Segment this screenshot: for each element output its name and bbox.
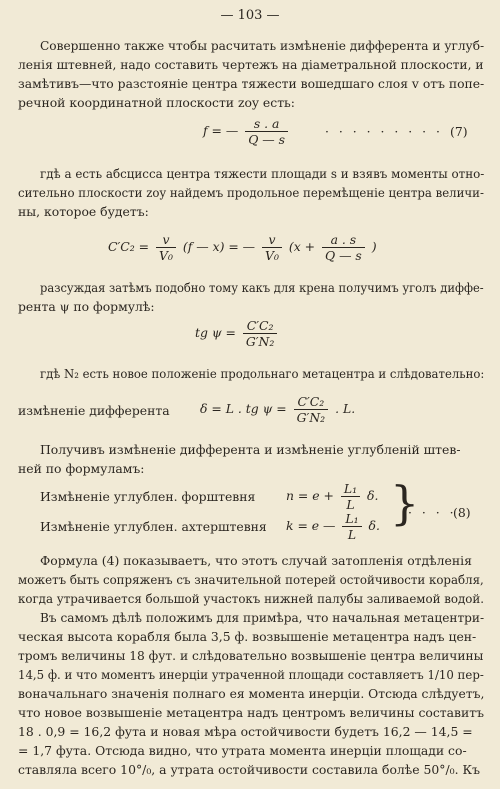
para7-line-5: воначальнаго значенія полнаго ея момента инерціи. Отсюда слѣдуетъ, [18, 686, 485, 701]
para3-line-2: рента ψ по формулѣ: [18, 299, 155, 314]
eq8-row2-num: L₁ [342, 511, 361, 527]
eq-cc-bracket-close: ) [371, 239, 377, 254]
eq7-denominator: Q — s [248, 132, 285, 147]
para7-line-1: Въ самомъ дѣлѣ положимъ для примѣра, что начальная метацентри- [40, 610, 485, 625]
eq8-row2-rhs: δ. [368, 518, 380, 533]
para2-line-2: сительно плоскости zoy найдемъ продольное перемѣщеніе центра величи- [18, 185, 484, 200]
eq8-row1-den: L [346, 497, 355, 512]
para3-line-1: разсуждая затѣмъ подобно тому какъ для крена получимъ уголъ диффе- [40, 280, 484, 295]
eq8-row2 [286, 511, 380, 542]
eq8-row2-lhs: k = e — [286, 518, 336, 533]
eq8-number: (8) [453, 505, 471, 520]
eq-cc-f3-den: Q — s [325, 248, 362, 263]
equation-cc [108, 232, 377, 263]
para1-line-1: Совершенно также чтобы расчитать измѣненіе дифферента и углуб- [40, 38, 485, 53]
eq8-brace: } [390, 476, 420, 530]
eq-delta-rhs: . L. [335, 401, 356, 416]
para7-line-4: 14,5 ф. и что моментъ инерціи утраченной площади составляетъ 1/10 пер- [18, 667, 484, 682]
eq7-numerator: s . a [245, 116, 288, 132]
eq-cc-f3-num: a . s [322, 232, 365, 248]
eq7-leader-dots: · · · · · · · · · [325, 124, 443, 139]
eq7-lhs: f = — [203, 123, 239, 138]
eq-delta-den: G′N₂ [296, 410, 326, 425]
eq8-row2-fraction [342, 511, 361, 542]
para2-line-1: гдѣ a есть абсцисса центра тяжести площади s и взявъ моменты отно- [40, 166, 485, 181]
para1-line-4: речной координатной плоскости zoy есть: [18, 95, 295, 110]
eq-tg-lhs: tg ψ = [195, 325, 236, 340]
eq-tg-fraction [243, 318, 278, 349]
para6-line-3: когда утрачивается большой участокъ нижней палубы заливаемой водой. [18, 591, 485, 606]
equation-tg [195, 318, 280, 349]
equation-delta [200, 394, 355, 425]
eq-tg-den: G′N₂ [245, 334, 275, 349]
eq8-row1-rhs: δ. [367, 488, 379, 503]
para5-line-2: ней по формуламъ: [18, 461, 145, 476]
eq-cc-f2-den: V₀ [265, 248, 279, 263]
para7-line-9: ставляла всего 10°/₀, а утрата остойчивости составила болѣе 50°/₀. Къ [18, 762, 480, 777]
eq-cc-bracket-open: (x + [288, 239, 316, 254]
eq-tg-num: C′C₂ [243, 318, 278, 334]
para6-line-1: Формула (4) показываетъ, что этотъ случай затопленія отдѣленія [40, 553, 472, 568]
eq8-row1-lhs: n = e + [286, 488, 334, 503]
para7-line-8: = 1,7 фута. Отсюда видно, что утрата момента инерціи площади со- [18, 743, 467, 758]
eq-cc-fraction-3 [322, 232, 365, 263]
para6-line-2: можетъ быть сопряженъ съ значительной потерей остойчивости корабля, [18, 572, 484, 587]
eq8-row1-fraction [341, 481, 360, 512]
eq-cc-fraction-2 [262, 232, 282, 263]
eq7-fraction [245, 116, 288, 147]
eq-delta-label: измѣненіе дифферента [18, 403, 170, 418]
page-number: — 103 — [220, 8, 280, 23]
para7-line-7: 18 . 0,9 = 16,2 фута и новая мѣра остойчивости будетъ 16,2 — 14,5 = [18, 724, 473, 739]
eq-cc-f1-den: V₀ [159, 248, 173, 263]
eq-delta-lhs: δ = L . tg ψ = [200, 401, 287, 416]
eq-cc-f1-num: v [156, 232, 176, 248]
para2-line-3: ны, которое будетъ: [18, 204, 149, 219]
eq8-row1 [286, 481, 378, 512]
para7-line-3: тромъ величины 18 фут. и слѣдовательно возвышеніе центра величины [18, 648, 484, 663]
eq-cc-mid: (f — x) = — [182, 239, 256, 254]
para1-line-3: замѣтивъ—что разстояніе центра тяжести вошедшаго слоя v отъ попе- [18, 76, 485, 91]
eq8-row1-label: Измѣненіе углублен. форштевня [40, 489, 256, 504]
eq-delta-fraction [294, 394, 329, 425]
para7-line-6: что новое возвышеніе метацентра надъ центромъ величины составитъ [18, 705, 484, 720]
eq8-leader-dots: · · · · [408, 505, 457, 520]
eq8-row2-den: L [347, 527, 357, 542]
para4-line: гдѣ N₂ есть новое положеніе продольнаго метацентра и слѣдовательно: [40, 366, 485, 381]
eq-cc-lhs: C′C₂ = [108, 239, 150, 254]
eq8-row1-num: L₁ [341, 481, 360, 497]
eq8-row2-label: Измѣненіе углублен. ахтерштевня [40, 519, 267, 534]
para7-line-2: ческая высота корабля была 3,5 ф. возвышеніе метацентра надъ цен- [18, 629, 477, 644]
para1-line-2: ленія штевней, надо составить чертежъ на діаметральной плоскости, и [18, 57, 484, 72]
eq-cc-fraction-1 [156, 232, 176, 263]
eq-cc-f2-num: v [262, 232, 282, 248]
equation-7 [203, 116, 291, 147]
para5-line-1: Получивъ измѣненіе дифферента и измѣненіе углубленій штев- [40, 442, 461, 457]
eq7-number: (7) [450, 124, 468, 139]
eq-delta-num: C′C₂ [294, 394, 329, 410]
